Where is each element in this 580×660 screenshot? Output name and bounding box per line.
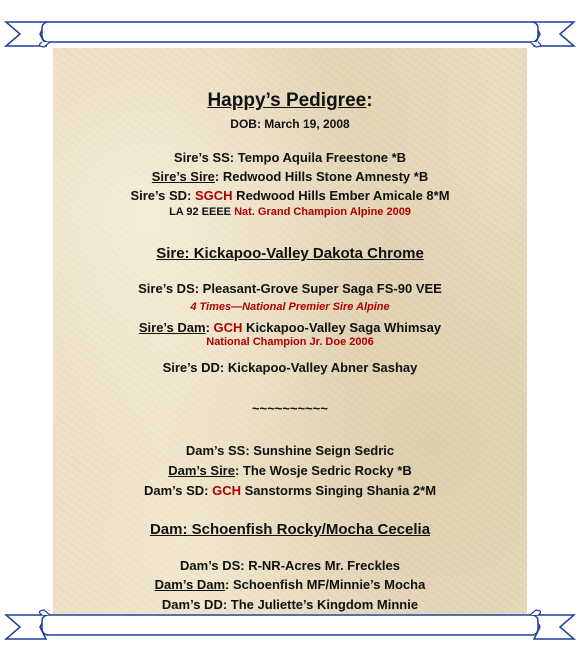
sire-sd-line <box>0 188 580 203</box>
sire-dam-colon: : <box>205 320 214 335</box>
dam-sd-label: Dam’s SD: <box>143 483 213 498</box>
title-text: Happy’s Pedigree <box>207 90 367 111</box>
dam-dd-line: Dam’s DD: The Juliette’s Kingdom Minnie <box>161 597 419 612</box>
sire-sd-note <box>0 206 580 218</box>
sire-dam-note: National Champion Jr. Doe 2006 <box>206 336 374 348</box>
sire-sire-value: : Redwood Hills Stone Amnesty *B <box>214 169 429 184</box>
sire-dd-line: Sire’s DD: Kickapoo-Valley Abner Sashay <box>162 360 418 375</box>
dam-heading: Dam: Schoenfish Rocky/Mocha Cecelia <box>149 521 431 538</box>
sire-sd-label: Sire’s SD: <box>130 188 195 203</box>
sire-sire-line <box>0 169 580 184</box>
dam-sd-line <box>0 483 580 498</box>
bottom-scroll-banner <box>0 607 580 647</box>
dam-dam-label: Dam’s Dam <box>154 577 225 592</box>
dam-ds-line: Dam’s DS: R-NR-Acres Mr. Freckles <box>180 558 400 573</box>
dam-ss-line: Dam’s SS: Sunshine Seign Sedric <box>185 443 395 458</box>
sire-dam-title: GCH <box>213 320 243 335</box>
sire-sd-title: SGCH <box>195 188 233 203</box>
dam-dam-line <box>0 577 580 592</box>
sire-heading: Sire: Kickapoo-Valley Dakota Chrome <box>156 245 424 262</box>
sire-sd-note-red: Nat. Grand Champion Alpine 2009 <box>234 206 411 218</box>
page-title <box>0 90 580 112</box>
dam-sire-label: Dam’s Sire <box>168 463 235 478</box>
sire-sire-label: Sire’s Sire <box>151 169 215 184</box>
dam-sire-line <box>0 463 580 478</box>
title-colon: : <box>366 90 373 111</box>
sire-dam-value: Kickapoo-Valley Saga Whimsay <box>242 320 442 335</box>
sire-ds-line: Sire’s DS: Pleasant-Grove Super Saga FS-90 VEE <box>138 281 442 296</box>
sire-ss-line: Sire’s SS: Tempo Aquila Freestone *B <box>173 150 407 165</box>
dam-sd-title: GCH <box>212 483 241 498</box>
sire-dam-label: Sire’s Dam <box>138 320 206 335</box>
dam-dam-value: : Schoenfish MF/Minnie’s Mocha <box>225 577 426 592</box>
dam-sd-value: Sanstorms Singing Shania 2*M <box>241 483 437 498</box>
separator: ~~~~~~~~~~ <box>252 401 328 416</box>
sire-ds-note: 4 Times—National Premier Sire Alpine <box>190 301 390 313</box>
dam-sire-value: : The Wosje Sedric Rocky *B <box>234 463 412 478</box>
sire-sd-note-black: LA 92 EEEE <box>169 206 235 218</box>
sire-dam-line <box>0 320 580 335</box>
sire-sd-value: Redwood Hills Ember Amicale 8*M <box>232 188 450 203</box>
dob-line: DOB: March 19, 2008 <box>230 117 350 131</box>
